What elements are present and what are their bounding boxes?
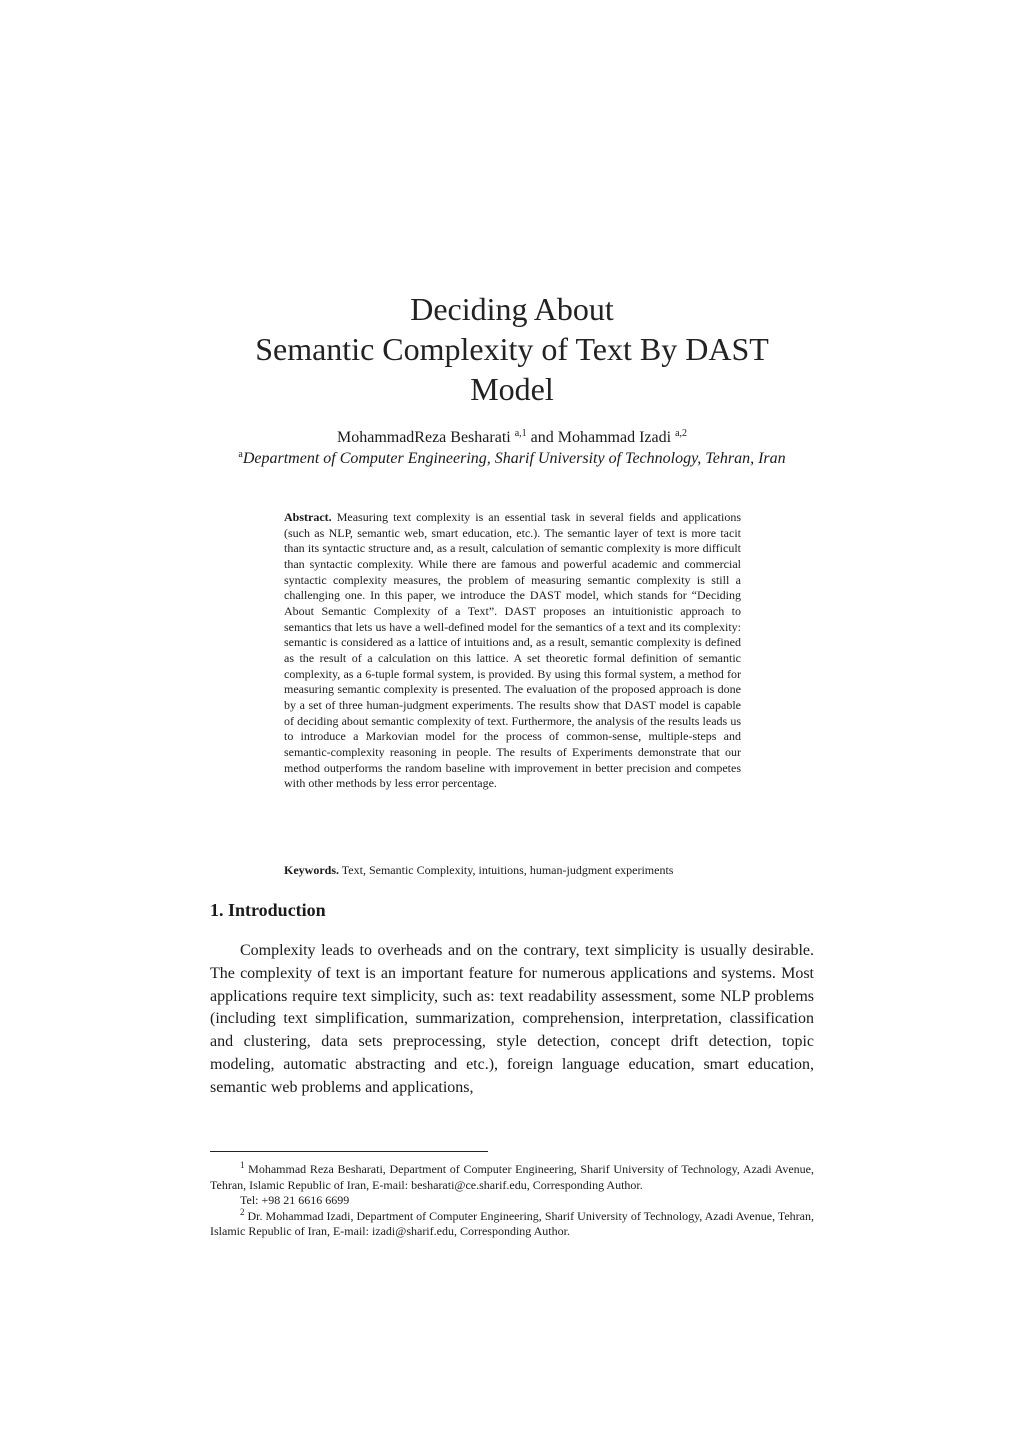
keywords	[284, 863, 754, 878]
author-2-name: Mohammad Izadi	[557, 429, 672, 446]
paper-title	[150, 289, 874, 409]
title-line-1: Deciding About	[410, 291, 614, 327]
abstract-text: Measuring text complexity is an essential task in several fields and applications (such as NLP, semantic web, smart education, etc.). The semantic layer of text is more tacit than its syntactic structure and, as a result, calculation of semantic complexity is more difficult than syntactic complexity. While there are famous and powerful academic and commercial syntactic complexity measures, the problem of measuring semantic complexity is still a challenging one. In this paper, we introduce the DAST model, which stands for “Deciding About Semantic Complexity of a Text”. DAST proposes an intuitionistic approach to semantics that lets us have a well-defined model for the semantics of a text and its complexity: semantic is considered as a lattice of intuitions and, as a result, semantic complexity is defined as the result of a calculation on this lattice. A set theoretic formal definition of semantic complexity, as a 6-tuple formal system, is provided. By using this formal system, a method for measuring semantic complexity is presented. The evaluation of the proposed approach is done by a set of three human-judgment experiments. The results show that DAST model is capable of deciding about semantic complexity of text. Furthermore, the analysis of the results leads us to introduce a Markovian model for the process of common-sense, multiple-steps and semantic-complexity reasoning in people. The results of Experiments demonstrate that our method outperforms the random baseline with improvement in better precision and competes with other methods by less error percentage.	[284, 510, 742, 791]
title-line-3: Model	[470, 371, 554, 407]
affiliation-marker: a	[238, 449, 243, 460]
section-heading: 1. Introduction	[210, 900, 326, 920]
affiliation-line	[150, 449, 874, 469]
keywords-text: Text, Semantic Complexity, intuitions, human-judgment experiments	[341, 863, 674, 877]
footnote-divider	[210, 1151, 488, 1152]
keywords-label: Keywords.	[284, 863, 339, 877]
author-2-superscript: a,2	[675, 428, 688, 439]
title-line-2: Semantic Complexity of Text By DAST	[255, 331, 769, 367]
author-1-name: MohammadReza Besharati	[336, 429, 511, 446]
abstract	[284, 510, 741, 792]
introduction-paragraph: Complexity leads to overheads and on the contrary, text simplicity is usually desirable. The complexity of text is an important feature for numerous applications and systems. Most applications require text simplicity, such as: text readability assessment, some NLP problems (including text simplification, summarization, comprehension, interpretation, classification and clustering, data sets preprocessing, style detection, concept drift detection, topic modeling, automatic abstracting and etc.), foreign language education, smart education, semantic web problems and applications,	[210, 942, 814, 1096]
footnote-1-marker: 1	[240, 1160, 245, 1170]
author-line	[150, 428, 874, 448]
author-1-superscript: a,1	[514, 428, 527, 439]
footnote-2	[210, 1206, 814, 1240]
footnote-2-marker: 2	[240, 1206, 245, 1217]
author-conjunction: and	[530, 429, 554, 446]
footnotes	[210, 1162, 814, 1240]
footnote-1-telephone: Tel: +98 21 6616 6699	[240, 1193, 350, 1207]
footnote-2-text: Dr. Mohammad Izadi, Department of Computer Engineering, Sharif University of Technology, Azadi Avenue, Tehran, Islamic Republic of Iran, E-mail: izadi@sharif.edu, Corresponding Author.	[210, 1208, 814, 1238]
abstract-label: Abstract.	[284, 510, 332, 524]
footnote-1-text: Mohammad Reza Besharati, Department of Computer Engineering, Sharif University of Technology, Azadi Avenue, Tehran, Islamic Republic of Iran, E-mail: besharati@ce.sharif.edu, Corresponding Author.	[210, 1162, 814, 1192]
footnote-1	[210, 1162, 814, 1193]
affiliation-text: Department of Computer Engineering, Sharif University of Technology, Tehran, Iran	[242, 450, 786, 467]
